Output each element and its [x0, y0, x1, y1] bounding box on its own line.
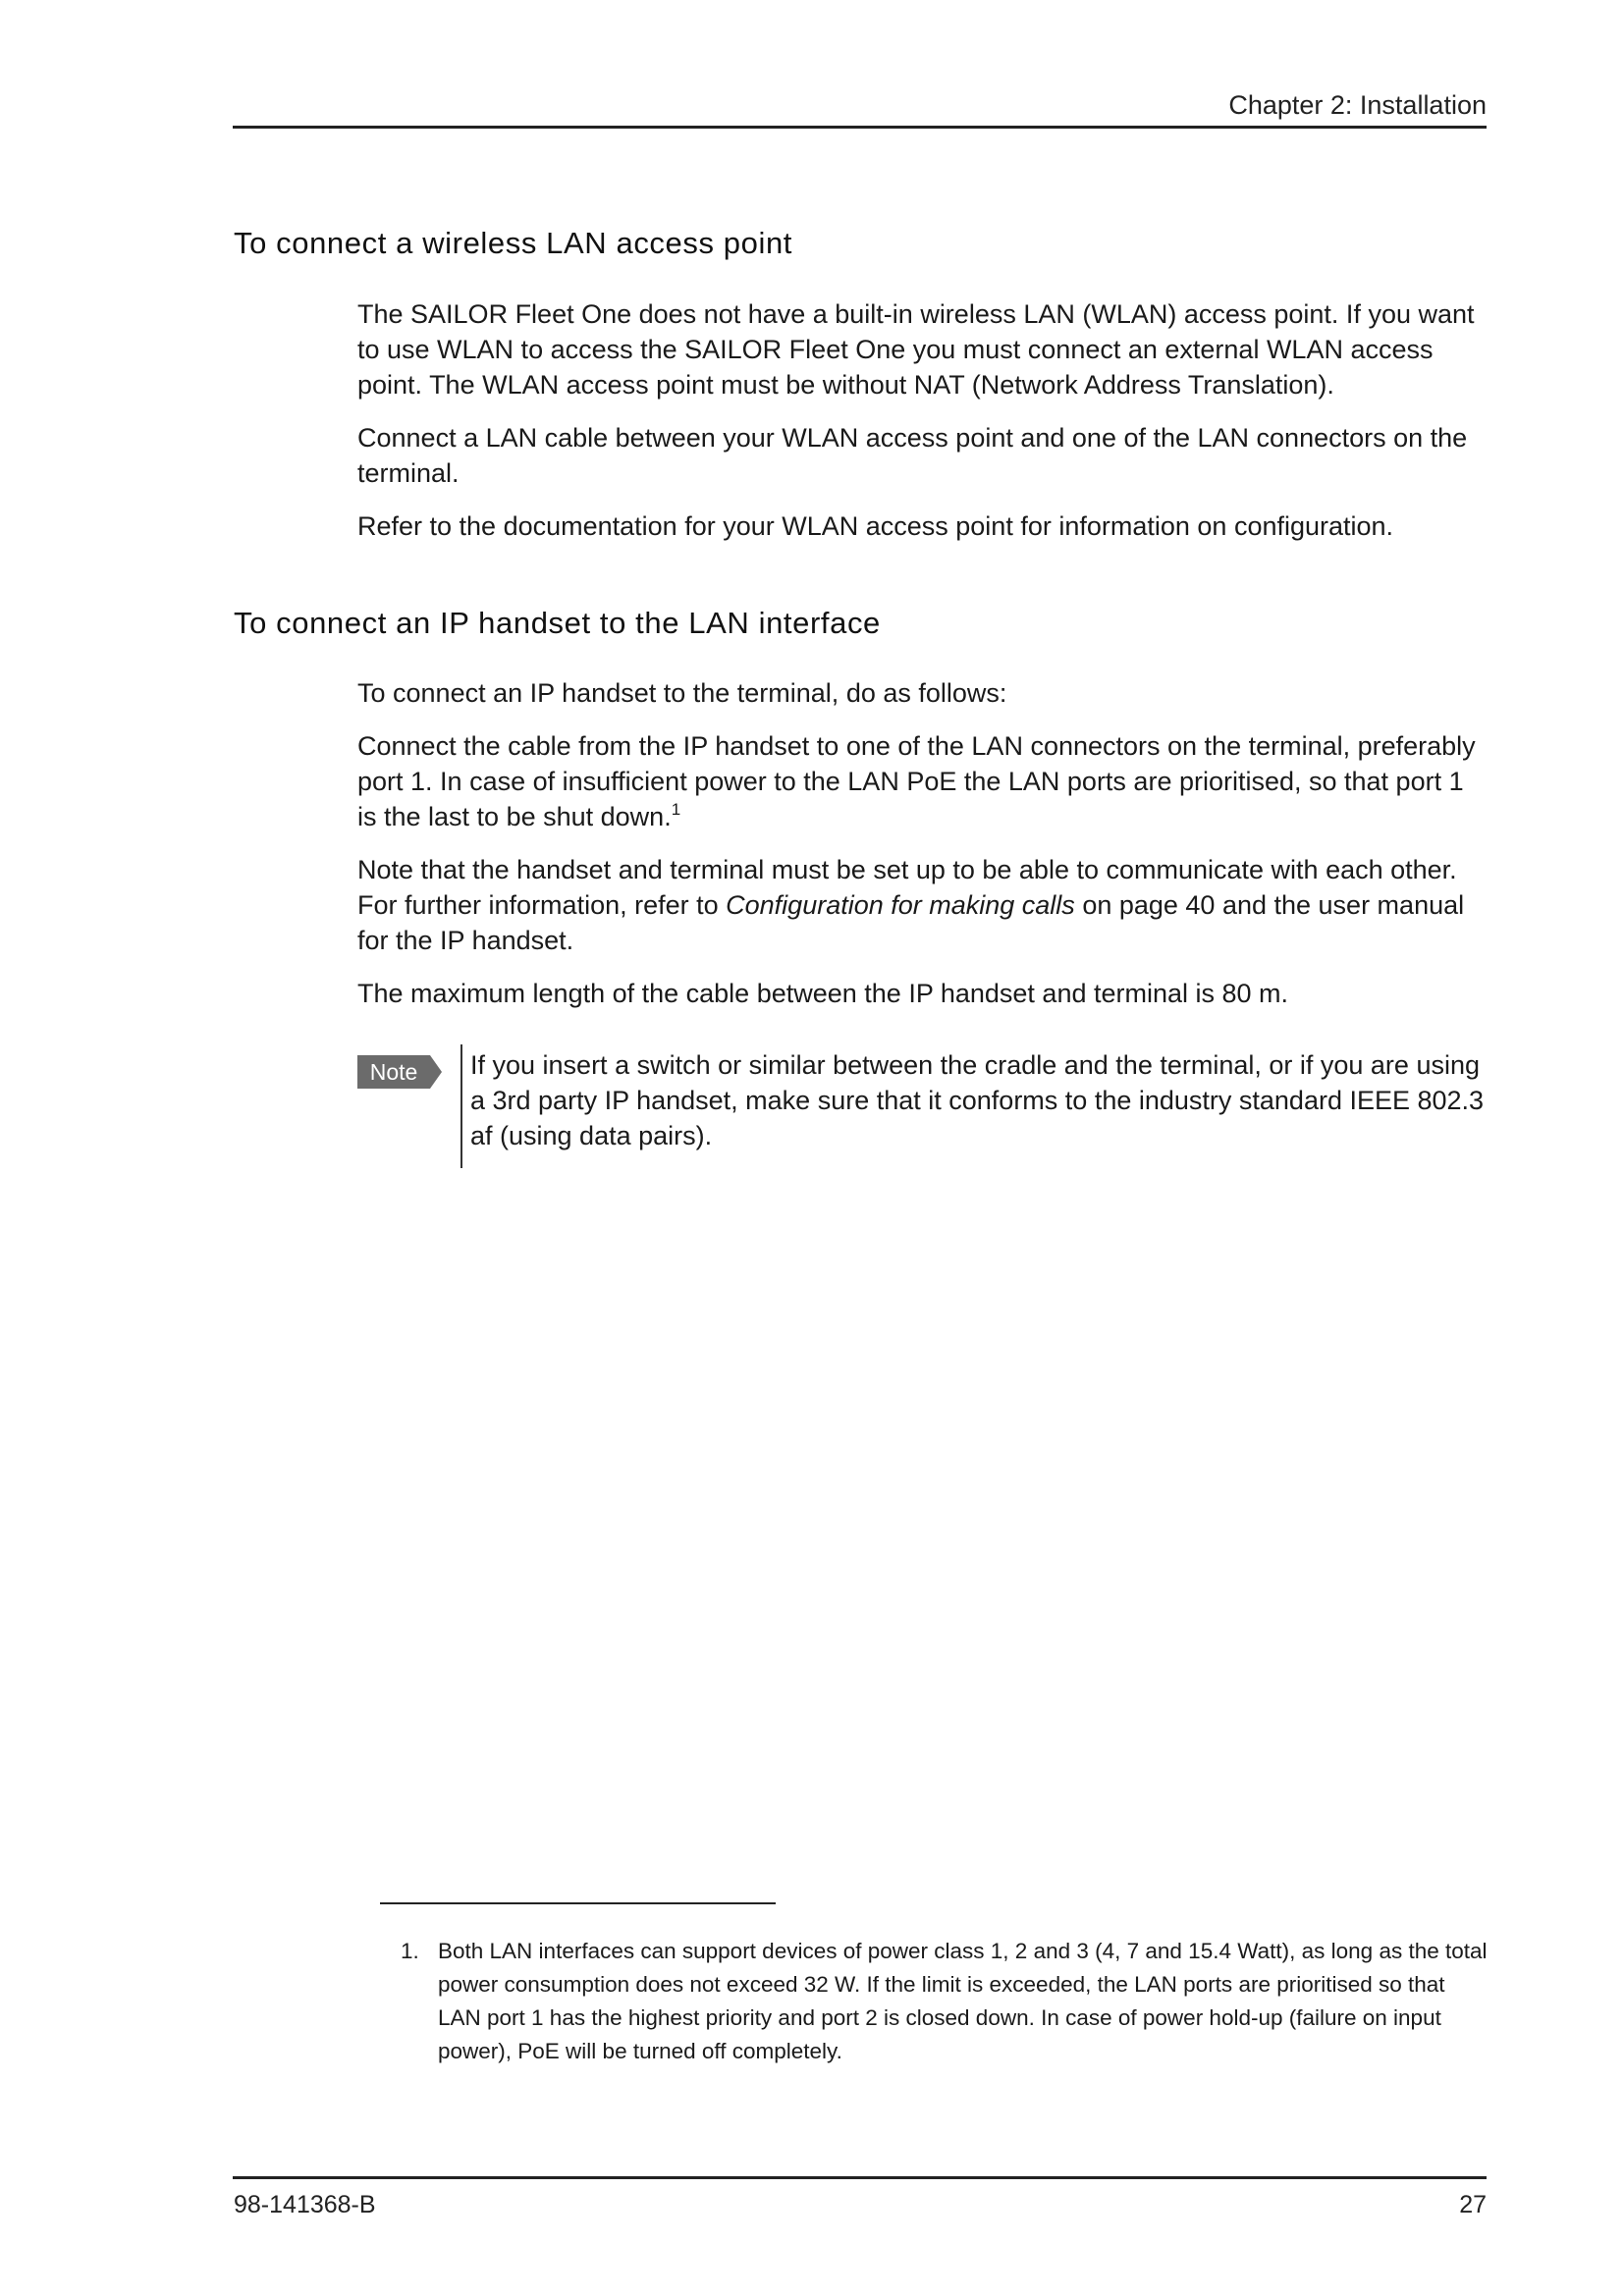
section-heading-ip-handset: To connect an IP handset to the LAN interface: [234, 606, 881, 640]
paragraph: Connect a LAN cable between your WLAN access point and one of the LAN connectors on the terminal.: [357, 423, 1468, 488]
note-divider: [460, 1044, 462, 1168]
document-number: 98-141368-B: [234, 2191, 376, 2218]
footnote-reference[interactable]: 1: [671, 800, 681, 819]
cross-reference-link[interactable]: Configuration for making calls: [726, 890, 1075, 920]
page-number: 27: [1459, 2191, 1487, 2218]
footnote-separator: [380, 1902, 776, 1904]
running-header: Chapter 2: Installation: [1228, 90, 1487, 120]
paragraph: Refer to the documentation for your WLAN access point for information on configuration.: [357, 511, 1394, 541]
paragraph: [357, 728, 1487, 834]
section-heading-wlan: To connect a wireless LAN access point: [234, 226, 793, 260]
section-body-ip-handset: [357, 675, 1487, 1029]
note-label: Note: [369, 1059, 418, 1085]
paragraph: The SAILOR Fleet One does not have a built-in wireless LAN (WLAN) access point. If you want to use WLAN to access the SAILOR Fleet One you must connect an external WLAN access point. The WLAN access point must be without NAT (Network Address Translation).: [357, 299, 1475, 400]
paragraph-text: on page 40 and the user manual for the IP handset.: [357, 890, 1465, 955]
footer-rule: [233, 2176, 1487, 2179]
section-body-wlan: [357, 296, 1487, 561]
paragraph: To connect an IP handset to the terminal, do as follows:: [357, 678, 1007, 708]
note-text: If you insert a switch or similar between the cradle and the terminal, or if you are using a 3rd party IP handset, make sure that it conforms to the industry standard IEEE 802.3 af (using data pairs).: [470, 1050, 1485, 1150]
footnote-number: 1.: [401, 1939, 419, 1963]
paragraph: [357, 852, 1487, 958]
footnote-text: Both LAN interfaces can support devices of power class 1, 2 and 3 (4, 7 and 15.4 Watt), as long as the total power consumption does not exceed 32 W. If the limit is exceeded, the LAN ports are prioritised so that LAN port 1 has the highest priority and port 2 is closed down. In case of power hold-up (failure on input power), PoE will be turned off completely.: [438, 1939, 1488, 2063]
paragraph: The maximum length of the cable between the IP handset and terminal is 80 m.: [357, 979, 1289, 1008]
header-rule: [233, 126, 1487, 129]
note-badge: [357, 1055, 442, 1089]
paragraph-text: Connect the cable from the IP handset to one of the LAN connectors on the terminal, preferably port 1. In case of insufficient power to the LAN PoE the LAN ports are prioritised, so that port 1 is the last to be shut down.: [357, 731, 1476, 831]
paragraph-text: Note that the handset and terminal must be set up to be able to communicate with each other. For further information, refer to: [357, 855, 1457, 920]
